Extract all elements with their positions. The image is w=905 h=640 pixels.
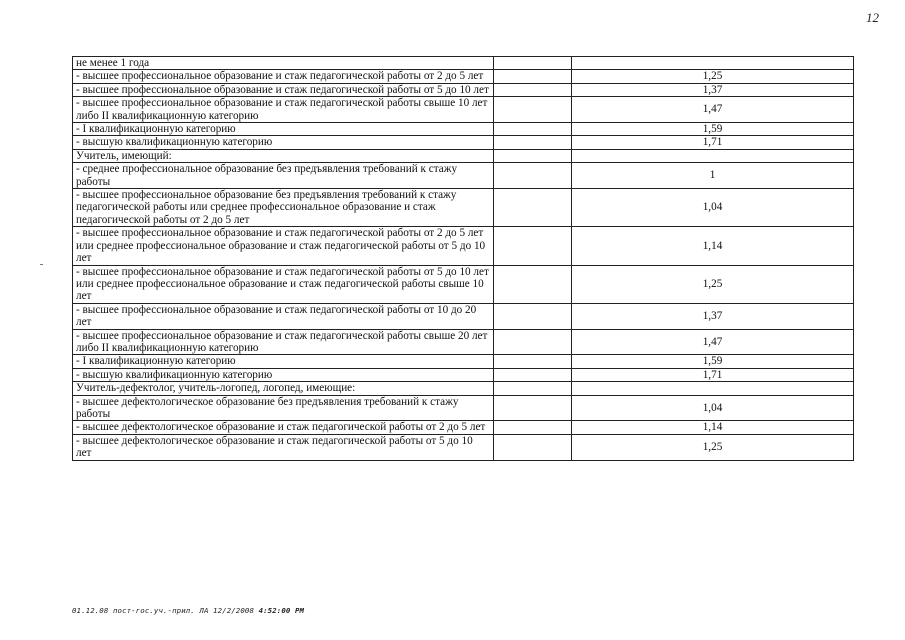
table-row bbox=[73, 329, 854, 355]
row-description: - высшее профессиональное образование без предъявления требований к стажу педагогической работы или среднее профессиональное образование и стаж педагогической работы от 2 до 5 лет bbox=[73, 189, 494, 227]
row-description: Учитель-дефектолог, учитель-логопед, логопед, имеющие: bbox=[73, 382, 494, 395]
table-row bbox=[73, 227, 854, 265]
row-coefficient: 1,37 bbox=[572, 83, 854, 96]
row-coefficient: 1,25 bbox=[572, 265, 854, 303]
row-empty-cell bbox=[494, 355, 572, 368]
row-description: - высшее дефектологическое образование и стаж педагогической работы от 2 до 5 лет bbox=[73, 421, 494, 434]
row-coefficient: 1,37 bbox=[572, 303, 854, 329]
row-empty-cell bbox=[494, 83, 572, 96]
row-empty-cell bbox=[494, 70, 572, 83]
row-empty-cell bbox=[494, 368, 572, 381]
row-coefficient: 1,71 bbox=[572, 368, 854, 381]
row-coefficient: 1,25 bbox=[572, 434, 854, 460]
row-empty-cell bbox=[494, 123, 572, 136]
row-description: - высшее дефектологическое образование без предъявления требований к стажу работы bbox=[73, 395, 494, 421]
row-description: - высшее профессиональное образование и стаж педагогической работы свыше 10 лет либо II квалификационную категорию bbox=[73, 97, 494, 123]
table-row bbox=[73, 382, 854, 395]
row-description: - высшее профессиональное образование и стаж педагогической работы от 5 до 10 лет или среднее профессиональное образование и стаж педагогической работы свыше 10 лет bbox=[73, 265, 494, 303]
row-coefficient: 1,14 bbox=[572, 227, 854, 265]
row-coefficient: 1,25 bbox=[572, 70, 854, 83]
table-row bbox=[73, 189, 854, 227]
row-coefficient bbox=[572, 382, 854, 395]
footer-print-stamp bbox=[72, 606, 304, 615]
row-description: - высшее профессиональное образование и стаж педагогической работы от 10 до 20 лет bbox=[73, 303, 494, 329]
scan-speck bbox=[40, 264, 43, 265]
row-description: - высшую квалификационную категорию bbox=[73, 136, 494, 149]
row-description: - среднее профессиональное образование без предъявления требований к стажу работы bbox=[73, 163, 494, 189]
table-row bbox=[73, 97, 854, 123]
table-row bbox=[73, 70, 854, 83]
row-coefficient: 1,47 bbox=[572, 97, 854, 123]
row-empty-cell bbox=[494, 227, 572, 265]
row-empty-cell bbox=[494, 303, 572, 329]
row-coefficient: 1,71 bbox=[572, 136, 854, 149]
footer-date: 01.12.08 bbox=[72, 606, 109, 615]
row-coefficient: 1,59 bbox=[572, 355, 854, 368]
row-empty-cell bbox=[494, 57, 572, 70]
row-empty-cell bbox=[494, 382, 572, 395]
table-row bbox=[73, 368, 854, 381]
row-empty-cell bbox=[494, 149, 572, 162]
row-empty-cell bbox=[494, 265, 572, 303]
table-row bbox=[73, 83, 854, 96]
row-coefficient: 1,47 bbox=[572, 329, 854, 355]
row-description: - высшее профессиональное образование и стаж педагогической работы от 5 до 10 лет bbox=[73, 83, 494, 96]
table-row bbox=[73, 303, 854, 329]
row-description: - высшее профессиональное образование и стаж педагогической работы от 2 до 5 лет bbox=[73, 70, 494, 83]
row-coefficient: 1,59 bbox=[572, 123, 854, 136]
row-coefficient: 1 bbox=[572, 163, 854, 189]
row-description: Учитель, имеющий: bbox=[73, 149, 494, 162]
page-number: 12 bbox=[866, 10, 879, 25]
row-empty-cell bbox=[494, 395, 572, 421]
row-empty-cell bbox=[494, 329, 572, 355]
row-coefficient: 1,04 bbox=[572, 395, 854, 421]
row-description: - высшее профессиональное образование и стаж педагогической работы свыше 20 лет либо II квалификационную категорию bbox=[73, 329, 494, 355]
row-coefficient bbox=[572, 57, 854, 70]
table-row bbox=[73, 265, 854, 303]
row-coefficient: 1,04 bbox=[572, 189, 854, 227]
row-description: - I квалификационную категорию bbox=[73, 355, 494, 368]
row-empty-cell bbox=[494, 97, 572, 123]
footer-time: 4:52:00 PM bbox=[258, 606, 305, 615]
table-body bbox=[73, 57, 854, 461]
table-row bbox=[73, 136, 854, 149]
row-description: - I квалификационную категорию bbox=[73, 123, 494, 136]
row-empty-cell bbox=[494, 136, 572, 149]
row-empty-cell bbox=[494, 434, 572, 460]
row-coefficient: 1,14 bbox=[572, 421, 854, 434]
table-row bbox=[73, 395, 854, 421]
table-row bbox=[73, 57, 854, 70]
row-description: - высшее профессиональное образование и стаж педагогической работы от 2 до 5 лет или среднее профессиональное образование и стаж педагогической работы от 5 до 10 лет bbox=[73, 227, 494, 265]
coefficient-table bbox=[72, 56, 854, 461]
table-row bbox=[73, 123, 854, 136]
footer-doc-ref: пост-гос.уч.-прил. ЛА 12/2/2008 bbox=[112, 606, 255, 615]
row-description: - высшее дефектологическое образование и стаж педагогической работы от 5 до 10 лет bbox=[73, 434, 494, 460]
row-empty-cell bbox=[494, 189, 572, 227]
row-description: не менее 1 года bbox=[73, 57, 494, 70]
table-row bbox=[73, 421, 854, 434]
row-description: - высшую квалификационную категорию bbox=[73, 368, 494, 381]
table-row bbox=[73, 355, 854, 368]
table-row bbox=[73, 163, 854, 189]
table-row bbox=[73, 434, 854, 460]
table-row bbox=[73, 149, 854, 162]
row-empty-cell bbox=[494, 163, 572, 189]
row-empty-cell bbox=[494, 421, 572, 434]
row-coefficient bbox=[572, 149, 854, 162]
